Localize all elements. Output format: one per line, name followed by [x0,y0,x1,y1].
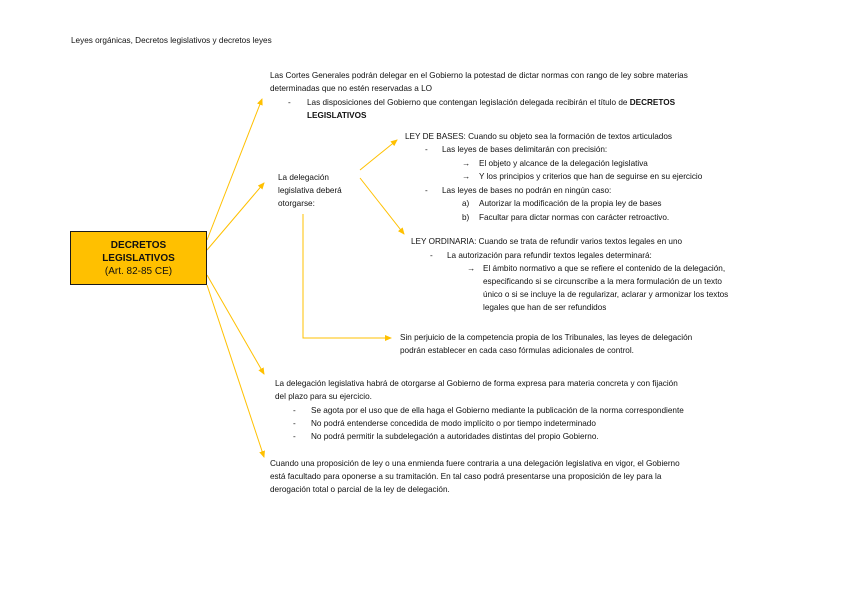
section4-line3: derogación total o parcial de la ley de delegación. [270,485,450,494]
ordinaria-sub1: La autorización para refundir textos legales determinará: [447,251,652,260]
bases-sub1-dash: - [425,145,428,154]
section3-line1: La delegación legislativa habrá de otorgarse al Gobierno de forma expresa para materia concreta y con fijación [275,379,678,388]
ordinaria-item-line1: El ámbito normativo a que se refiere el contenido de la delegación, [483,264,726,273]
delegacion-line3: otorgarse: [278,199,315,208]
arrow-to-section3 [207,275,264,374]
delegacion-line2: legislativa deberá [278,186,342,195]
ordinaria-item-line3: único o si se incluye la de regularizar, aclarar y armonizar los textos [483,290,729,299]
arrow-to-section1 [207,99,262,240]
arrow-to-bases [360,140,397,170]
page-header: Leyes orgánicas, Decretos legislativos y decretos leyes [71,36,272,45]
section3-bullet-1: Se agota por el uso que de ella haga el Gobierno mediante la publicación de la norma correspondiente [311,406,684,415]
central-title-line1: DECRETOS [110,239,167,251]
section1-line2: determinadas que no estén reservadas a LO [270,84,433,93]
bases-title: LEY DE BASES: Cuando su objeto sea la formación de textos articulados [405,132,673,141]
section3-bullet-2: No podrá entenderse concedida de modo implícito o por tiempo indeterminado [311,419,596,428]
ordinaria-item-line2: especificando si se circunscribe a la mera formulación de un texto [483,277,722,286]
bases-arrow-1: → [462,159,471,168]
bases-sub2-marker-b: b) [462,213,470,222]
bases-arrow-2: → [462,172,471,181]
section1-bullet-text: Las disposiciones del Gobierno que contengan legislación delegada recibirán el título de [307,98,630,107]
section1-bullet-dash: - [288,98,291,107]
section4-line1: Cuando una proposición de ley o una enmienda fuere contraria a una delegación legislativa en vigor, el Gobierno [270,459,680,468]
bases-sub1-item-1: El objeto y alcance de la delegación legislativa [479,159,648,168]
section3-bullet-3: No podrá permitir la subdelegación a autoridades distintas del propio Gobierno. [311,432,599,441]
bases-sub2-item-a: Autorizar la modificación de la propia ley de bases [479,199,662,208]
ordinaria-title: LEY ORDINARIA: Cuando se trata de refundir varios textos legales en uno [411,237,683,246]
arrow-to-delegacion [207,183,264,250]
section3-dash-2: - [293,419,296,428]
ordinaria-arrow: → [467,264,476,273]
bases-sub1-item-2: Y los principios y criterios que han de seguirse en su ejercicio [479,172,703,181]
bases-sub1: Las leyes de bases delimitarán con precisión: [442,145,608,154]
central-subtitle: (Art. 82-85 CE) [104,265,173,277]
ordinaria-item-line4: legales que han de ser refundidos [483,303,607,312]
section1-bullet-bold1: DECRETOS [629,98,676,107]
section4-line2: está facultado para oponerse a su tramitación. En tal caso podrá presentarse una proposición de ley para la [270,472,662,481]
bases-sub2-dash: - [425,186,428,195]
bases-sub2: Las leyes de bases no podrán en ningún caso: [442,186,612,195]
arrow-to-section4 [207,285,264,457]
bases-sub2-marker-a: a) [462,199,470,208]
control-line2: podrán establecer en cada caso fórmulas adicionales de control. [400,346,634,355]
ordinaria-sub1-dash: - [430,251,433,260]
section3-dash-1: - [293,406,296,415]
section3-dash-3: - [293,432,296,441]
arrow-to-ordinaria [360,178,404,234]
section1-bullet-bold2: LEGISLATIVOS [307,111,367,120]
bases-sub2-item-b: Facultar para dictar normas con carácter retroactivo. [479,213,670,222]
delegacion-line1: La delegación [278,173,329,182]
central-node [70,231,207,285]
control-line1: Sin perjuicio de la competencia propia de los Tribunales, las leyes de delegación [400,333,693,342]
section1-line1: Las Cortes Generales podrán delegar en el Gobierno la potestad de dictar normas con rango de ley sobre materias [270,71,688,80]
section1-bullet-line1 [307,96,675,109]
central-title-line2: LEGISLATIVOS [102,252,175,264]
arrow-to-control [303,214,391,338]
section3-line2: del plazo para su ejercicio. [275,392,372,401]
